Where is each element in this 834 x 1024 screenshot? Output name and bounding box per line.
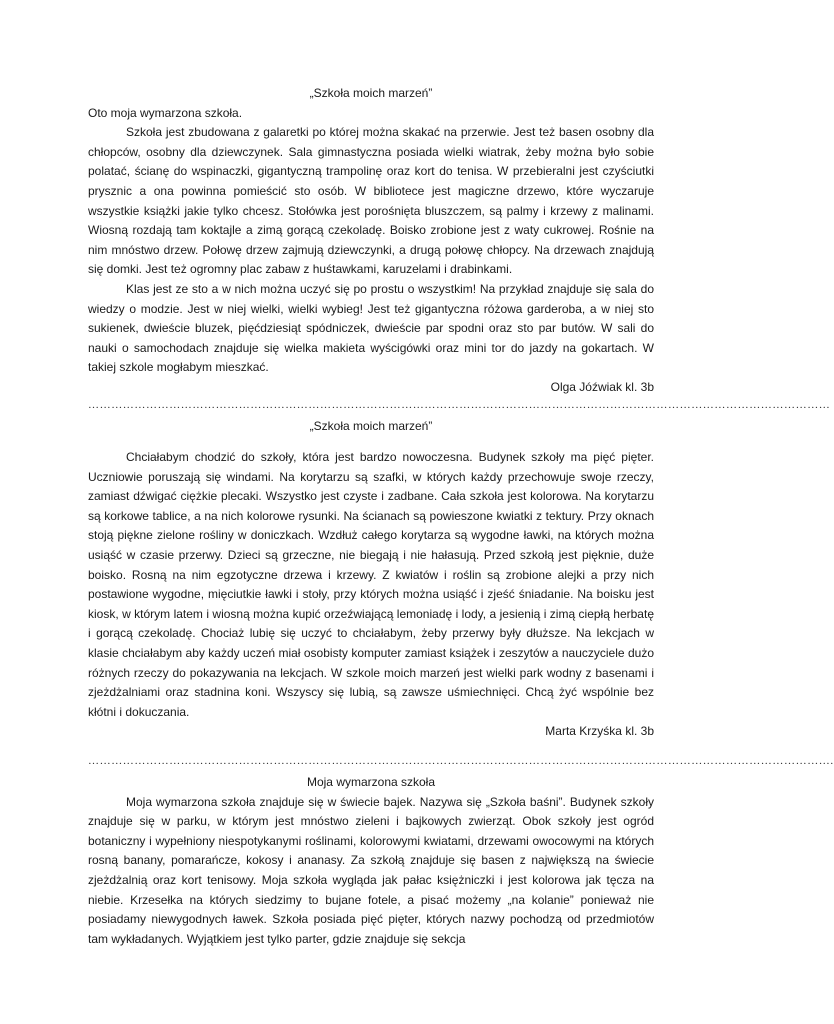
dotted-separator: ………………………………………………………………………………………………………………………………………………………………………… [88,398,831,411]
essay-title: „Szkoła moich marzeń” [309,418,433,433]
essay-title: Moja wymarzona szkoła [306,775,436,789]
essay-2 [88,417,654,743]
essay-intro: Oto moja wymarzona szkoła. [88,105,243,120]
author-signature: Olga Jóźwiak kl. 3b [550,379,654,394]
spacer [88,436,654,448]
essay-paragraph: Chciałabym chodzić do szkoły, która jest bardzo nowoczesna. Budynek szkoły ma pięć pięter. Uczniowie poruszają się windami. Na korytarzu są szafki, w których każdy przechowuje swoje rzeczy, zamiast dźwigać ciężkie plecaki. Wszystko jest czyste i zadbane. Cała szkoła jest kolorowa. Na korytarzu są korkowe tablice, a na nich kolorowe rysunki. Na ścianach są powieszone kwiatki z tektury. Przy oknach stoją piękne zielone rośliny w doniczkach. Wzdłuż całego korytarza są wygodne ławki, na których można usiąść w czasie przerwy. Dzieci są grzeczne, nie biegają i nie hałasują. Przed szkołą jest pięknie, duże boisko. Rosną na nim egzotyczne drzewa i krzewy. Z kwiatów i roślin są zrobione alejki a przy nich postawione wygodne, mięciutkie ławki i stoły, przy których można usiąść i zjeść śniadanie. Na boisku jest kiosk, w którym latem i wiosną można kupić orzeźwiającą lemoniadę i lody, a jesienią i zimą ciepłą herbatę i gorącą czekoladę. Chociaż lubię się uczyć to chciałabym, żeby przerwy były dłuższe. Na lekcjach w klasie chciałabym aby każdy uczeń miał osobisty komputer zamiast książek i zeszytów a nauczyciele dużo różnych rzeczy do pokazywania na lekcjach. W szkole moich marzeń jest wielki park wodny z basenami i zjeżdżalniami oraz stadnina koni. Wszyscy się lubią, są zawsze uśmiechnięci. Chcą żyć wspólnie bez kłótni i dokuczania. [88,450,654,719]
essay-paragraph: Moja wymarzona szkoła znajduje się w świecie bajek. Nazywa się „Szkoła baśni”. Budynek szkoły znajduje się w parku, w którym jest mnóstwo zieleni i bajkowych zwierząt. Obok szkoły jest ogród botaniczny i wypełniony niespotykanymi roślinami, kolorowymi kwiatami, drzewami owocowymi na których rosną banany, pomarańcze, kokosy i ananasy. Za szkołą znajduje się basen z największą na świecie zjeżdżalnią oraz kort tenisowy. Moja szkoła wygląda jak pałac księżniczki i jest kolorowa jak tęcza na niebie. Krzesełka na których siedzimy to bujane fotele, a pisać możemy „na kolanie” ponieważ nie posiadamy niewygodnych ławek. Szkoła posiada pięć pięter, których nazwy pochodzą od przedmiotów tam wykładanych. Wyjątkiem jest tylko parter, gdzie znajduje się sekcja [88,794,654,946]
essay-paragraph: Szkoła jest zbudowana z galaretki po której można skakać na przerwie. Jest też basen osobny dla chłopców, osobny dla dziewczynek. Sala gimnastyczna posiada wielki wiatrak, żeby można było sobie polatać, ścianę do wspinaczki, gigantyczną trampolinę oraz kort do tenisa. W przebieralni jest czyściutki prysznic a ona powinna pomieścić sto osób. W bibliotece jest magiczne drzewo, które wyczaruje wszystkie książki jakie tylko chcesz. Stołówka jest porośnięta bluszczem, są palmy i krzewy z malinami. Wiosną rozdają tam koktajle a zimą gorącą czekoladę. Boisko zrobione jest z waty cukrowej. Rośnie na nim mnóstwo drzew. Połowę drzew zajmują dziewczynki, a drugą połowę chłopcy. Na drzewach znajdują się domki. Jest też ogromny plac zabaw z huśtawkami, karuzelami i drabinkami. [88,125,654,277]
essay-paragraph: Klas jest ze sto a w nich można uczyć się po prostu o wszystkim! Na przykład znajduje się sala do wiedzy o modzie. Jest w niej wielki, wielki wybieg! Jest też gigantyczna różowa garderoba, a w niej sto sukienek, dwieście bluzek, pięćdziesiąt spódniczek, dwieście par spodni oraz sto par butów. W sali do nauki o samochodach znajduje się wielka makieta wyścigówki oraz mini tor do jazdy na gokartach. W takiej szkole mogłabym mieszkać. [88,281,654,375]
essay-title: „Szkoła moich marzeń” [309,86,433,100]
essay-3 [88,773,654,949]
essay-1 [88,84,654,398]
author-signature: Marta Krzyśka kl. 3b [545,724,654,739]
dotted-separator: …………………………………………………………………………………………………………………………………………………………………………. [88,755,834,767]
spacer [88,742,654,754]
